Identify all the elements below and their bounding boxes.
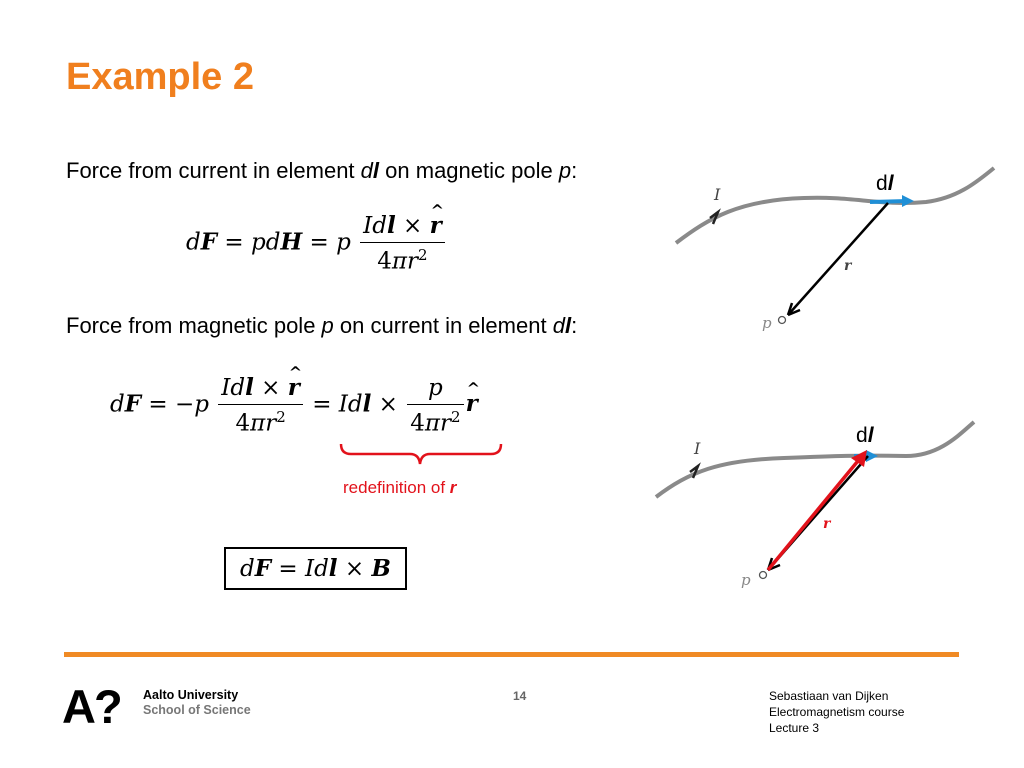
statement-1-var-d: d [360,158,373,183]
statement-1-suffix: : [571,158,578,183]
diagram-2 [644,410,984,595]
equation-1: dF = pdH = p $\frac{\text{Idl × \textasciicircum{} r}}{4\pi r^2}$ [186,212,447,275]
equation-2: dF = −p $\frac{\text{Idl × \textasciicircum{} r}}{4\pi r^2}$ = Idl × $\frac{p}{4\pi r^2}$ ^ r [110,374,478,437]
footer-rule [64,652,959,657]
lecture-name: Lecture 3 [769,721,820,735]
r-vector [788,203,888,315]
label-dl: dl [856,424,874,447]
university-name: Aalto University [143,688,239,702]
page-number: 14 [513,689,527,703]
statement-2-var-d: d [552,313,565,338]
statement-1-var-p: p [558,158,572,183]
redefinition-note-var: r [449,478,457,497]
statement-2-prefix: Force from magnetic pole [66,313,322,338]
statement-1-prefix: Force from current in element [66,158,361,183]
result-box: dF = Idl × B [224,547,407,590]
label-current: I [694,439,701,458]
pole-dot-icon [760,572,767,579]
statement-2-var-l: l [564,313,572,338]
statement-2-middle: on current in element [333,313,553,338]
school-name: School of Science [143,703,251,717]
redefinition-brace-icon [336,440,506,468]
statement-2-var-p: p [321,313,334,338]
statement-1-middle: on magnetic pole [379,158,559,183]
statement-2-suffix: : [571,313,578,338]
course-name: Electromagnetism course [769,705,905,719]
label-p: p [741,571,751,589]
aalto-logo-text [143,688,251,718]
dl-arrowhead-icon [902,195,914,207]
diagram-1 [664,160,1004,340]
statement-2 [66,313,577,339]
pole-dot-icon [779,317,786,324]
label-dl: dl [876,172,894,195]
current-wire [656,422,974,497]
label-r: r [844,258,852,274]
statement-1-var-l: l [372,158,380,183]
aalto-logo-mark: A? [62,680,121,733]
label-p: p [762,314,772,332]
redefinition-note-text: redefinition of [343,478,450,497]
author-block [769,688,904,736]
label-r: r [823,516,831,532]
label-current: I [714,185,721,204]
statement-1 [66,158,577,184]
slide-title: Example 2 [66,56,254,98]
current-wire [676,168,994,243]
r-vector-red [768,456,862,570]
redefinition-note [343,478,456,498]
author-name: Sebastiaan van Dijken [769,689,889,703]
